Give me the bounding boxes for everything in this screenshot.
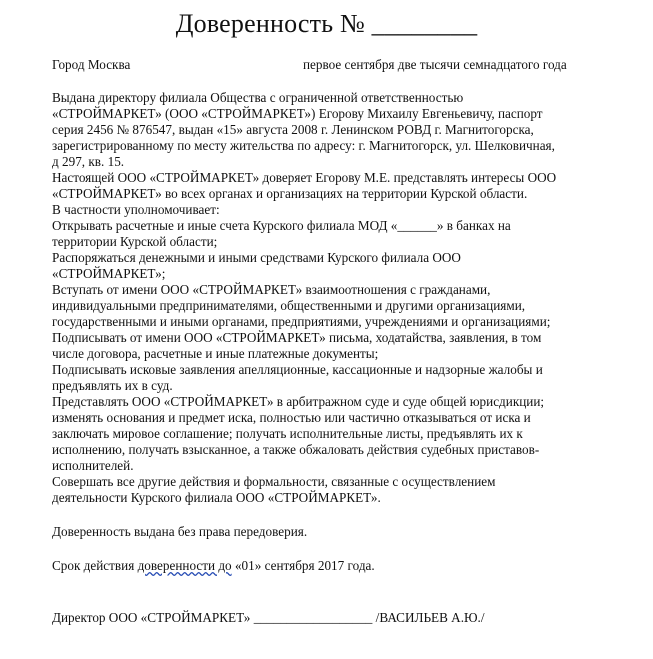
- body-line: Распоряжаться денежными и иными средствами Курского филиала ООО: [52, 250, 461, 265]
- validity-suffix: «01» сентября 2017 года.: [231, 558, 375, 573]
- spacer: [52, 574, 612, 592]
- spacer: [52, 592, 612, 610]
- body-line: изменять основания и предмет иска, полностью или частично отказываться от иска и: [52, 410, 531, 425]
- body-line: государственными и иными органами, предприятиями, учреждениями и организациями;: [52, 314, 551, 329]
- validity-underlined-text: доверенности до: [137, 558, 232, 573]
- body-line: «СТРОЙМАРКЕТ» (ООО «СТРОЙМАРКЕТ») Егорову Михаилу Евгеньевичу, паспорт: [52, 106, 543, 121]
- spacer: [52, 506, 612, 524]
- body-line: Представлять ООО «СТРОЙМАРКЕТ» в арбитражном суде и суде общей юрисдикции;: [52, 394, 545, 409]
- body-line: числе договора, расчетные и иные платежные документы;: [52, 346, 379, 361]
- body-line: Вступать от имени ООО «СТРОЙМАРКЕТ» взаимоотношения с гражданами,: [52, 282, 491, 297]
- validity-line: [52, 558, 612, 574]
- signature-line: Директор ООО «СТРОЙМАРКЕТ» __________________ /ВАСИЛЬЕВ А.Ю./: [52, 610, 485, 625]
- body-line: Совершать все другие действия и формальности, связанные с осуществлением: [52, 474, 496, 489]
- body-line: заключать мировое соглашение; получать исполнительные листы, предъявлять их к: [52, 426, 523, 441]
- validity-prefix: Срок действия: [52, 558, 138, 573]
- no-transfer-clause: Доверенность выдана без права передоверия.: [52, 524, 308, 539]
- body-line: Открывать расчетные и иные счета Курского филиала МОД «______» в банках на: [52, 218, 511, 233]
- body-line: д 297, кв. 15.: [52, 154, 125, 169]
- city-label: Город Москва: [52, 57, 131, 72]
- body-line: Подписывать от имени ООО «СТРОЙМАРКЕТ» письма, ходатайства, заявления, в том: [52, 330, 542, 345]
- body-line: территории Курской области;: [52, 234, 218, 249]
- body-line: серия 2456 № 876547, выдан «15» августа 2008 г. Ленинском РОВД г. Магнитогорска,: [52, 122, 534, 137]
- body-line: В частности уполномочивает:: [52, 202, 220, 217]
- body-line: «СТРОЙМАРКЕТ» во всех органах и организациях на территории Курской области.: [52, 186, 528, 201]
- body-line: деятельности Курского филиала ООО «СТРОЙМАРКЕТ».: [52, 490, 381, 505]
- document-body: [52, 90, 612, 626]
- body-line: индивидуальными предпринимателями, общественными и другими организациями,: [52, 298, 526, 313]
- body-line: исполнителей.: [52, 458, 134, 473]
- document-title: Доверенность № ________: [175, 9, 478, 38]
- body-line: исполнению, получать взысканное, а также обжаловать действия судебных приставов-: [52, 442, 540, 457]
- body-line: «СТРОЙМАРКЕТ»;: [52, 266, 166, 281]
- body-line: Подписывать исковые заявления апелляционные, кассационные и надзорные жалобы и: [52, 362, 543, 377]
- body-line: Выдана директору филиала Общества с ограниченной ответственностью: [52, 90, 464, 105]
- body-line: Настоящей ООО «СТРОЙМАРКЕТ» доверяет Егорову М.Е. представлять интересы ООО: [52, 170, 557, 185]
- date-text: первое сентября две тысячи семнадцатого года: [303, 57, 567, 72]
- body-line: зарегистрированному по месту жительства по адресу: г. Магнитогорск, ул. Шелковичная,: [52, 138, 555, 153]
- spacer: [52, 540, 612, 558]
- body-line: предъявлять их в суд.: [52, 378, 173, 393]
